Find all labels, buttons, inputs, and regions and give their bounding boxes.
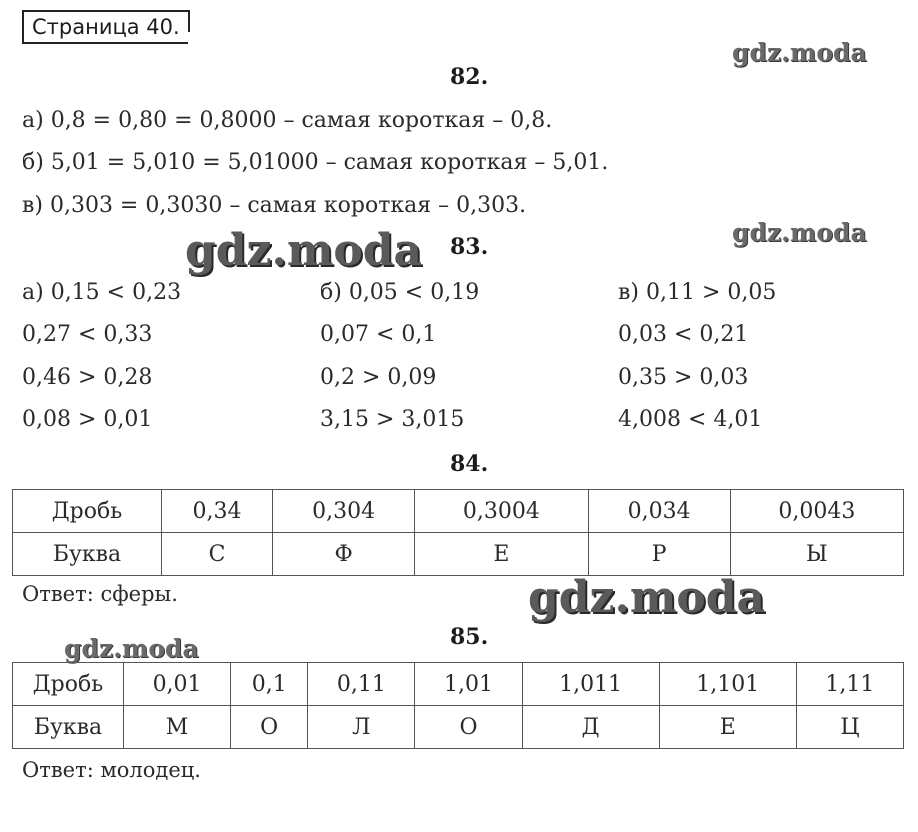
- table-row: [13, 490, 904, 533]
- table-cell: 0,34: [162, 490, 273, 533]
- table-cell: Е: [659, 706, 796, 749]
- table-cell: 1,01: [415, 663, 522, 706]
- table-cell: 0,0043: [730, 490, 903, 533]
- header-divider: [188, 10, 190, 32]
- watermark: gdz.moda: [732, 218, 867, 247]
- comparison: 0,2 > 0,09: [320, 365, 437, 390]
- comparison: а) 0,15 < 0,23: [22, 280, 182, 305]
- task-83-number: 83.: [450, 234, 489, 260]
- table-cell: Л: [308, 706, 415, 749]
- table-cell: Ф: [273, 533, 415, 576]
- watermark: gdz.moda: [64, 634, 199, 663]
- table-row: [13, 706, 904, 749]
- table-cell: 0,034: [588, 490, 730, 533]
- task-82-line-a: а) 0,8 = 0,80 = 0,8000 – самая короткая – 0,8.: [22, 108, 553, 133]
- task-84-table: [12, 489, 904, 576]
- table-cell: Ы: [730, 533, 903, 576]
- table-cell: Е: [415, 533, 588, 576]
- table-cell: 0,01: [124, 663, 231, 706]
- task-82-line-c: в) 0,303 = 0,3030 – самая короткая – 0,303.: [22, 193, 527, 218]
- table-row: [13, 663, 904, 706]
- table-cell: 0,11: [308, 663, 415, 706]
- table-cell: О: [231, 706, 308, 749]
- comparison: 0,35 > 0,03: [618, 365, 749, 390]
- task-84-answer: Ответ: сферы.: [22, 582, 178, 606]
- task-85-answer: Ответ: молодец.: [22, 758, 201, 782]
- comparison: б) 0,05 < 0,19: [320, 280, 480, 305]
- table-cell: Д: [522, 706, 659, 749]
- table-cell: 1,11: [796, 663, 903, 706]
- task-82-number: 82.: [450, 64, 489, 90]
- table-cell: Ц: [796, 706, 903, 749]
- watermark: gdz.moda: [185, 225, 423, 276]
- table-row: [13, 533, 904, 576]
- comparison: 0,07 < 0,1: [320, 322, 437, 347]
- task-82-line-b: б) 5,01 = 5,010 = 5,01000 – самая короткая – 5,01.: [22, 150, 609, 175]
- comparison: 0,08 > 0,01: [22, 407, 153, 432]
- page-label: Страница 40.: [22, 10, 188, 44]
- comparison: 0,46 > 0,28: [22, 365, 153, 390]
- table-cell: 0,304: [273, 490, 415, 533]
- table-cell: С: [162, 533, 273, 576]
- table-cell: 1,011: [522, 663, 659, 706]
- watermark: gdz.moda: [528, 572, 766, 623]
- table-cell: Буква: [13, 706, 124, 749]
- comparison: 0,27 < 0,33: [22, 322, 153, 347]
- table-cell: Дробь: [13, 663, 124, 706]
- table-cell: 1,101: [659, 663, 796, 706]
- task-84-number: 84.: [450, 451, 489, 477]
- comparison: 0,03 < 0,21: [618, 322, 749, 347]
- table-cell: О: [415, 706, 522, 749]
- task-85-table: [12, 662, 904, 749]
- watermark: gdz.moda: [732, 38, 867, 67]
- comparison: 3,15 > 3,015: [320, 407, 465, 432]
- table-cell: 0,3004: [415, 490, 588, 533]
- table-cell: Дробь: [13, 490, 162, 533]
- table-cell: Буква: [13, 533, 162, 576]
- table-cell: 0,1: [231, 663, 308, 706]
- table-cell: М: [124, 706, 231, 749]
- table-cell: Р: [588, 533, 730, 576]
- comparison: в) 0,11 > 0,05: [618, 280, 777, 305]
- task-85-number: 85.: [450, 624, 489, 650]
- comparison: 4,008 < 4,01: [618, 407, 763, 432]
